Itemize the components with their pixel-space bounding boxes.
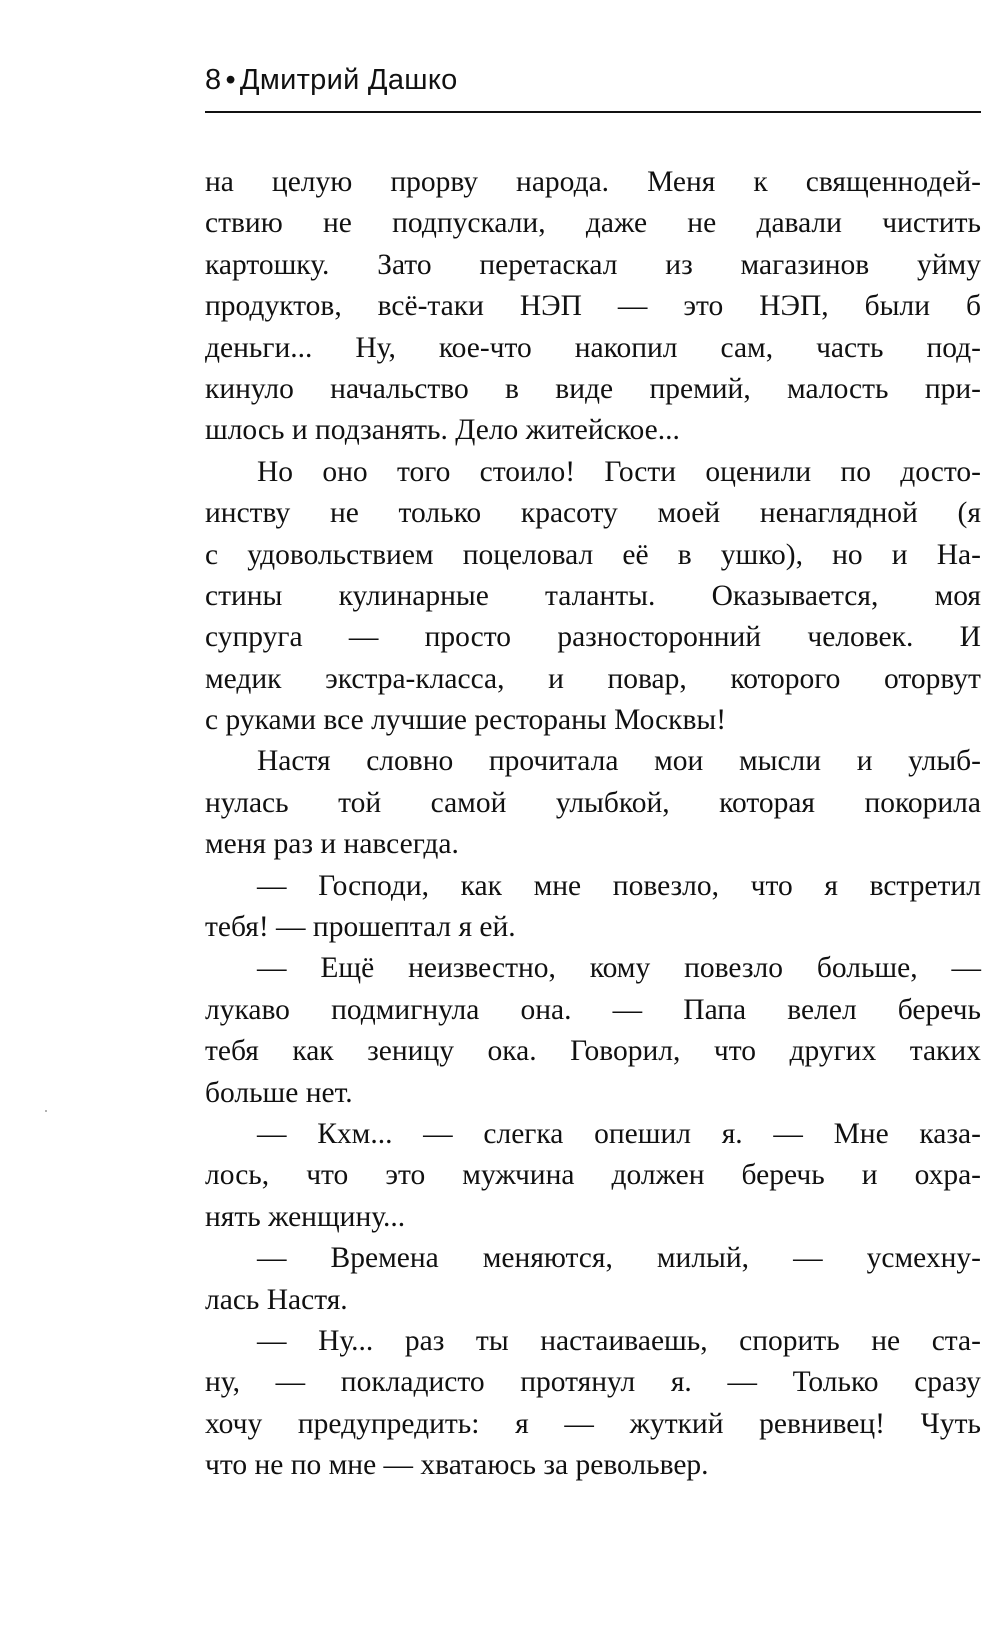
text-line (205, 203, 981, 244)
word: Настя (257, 745, 331, 778)
text-line (205, 948, 981, 989)
word: премий, (649, 372, 751, 405)
word: — (727, 1366, 757, 1399)
word: других (789, 1035, 877, 1068)
word: сразу (914, 1366, 981, 1399)
line-text: с руками все лучшие рестораны Москвы! (205, 704, 727, 737)
word: — (257, 1324, 287, 1357)
word: (я (957, 497, 981, 530)
word: начальство (330, 372, 469, 405)
word: стоило! (479, 455, 576, 488)
word: — (348, 621, 379, 654)
word: супруга (205, 621, 303, 654)
word: продуктов, (205, 290, 342, 323)
word: кому (589, 952, 651, 985)
word: Времена (330, 1242, 439, 1275)
word: каза- (919, 1117, 981, 1150)
word: поцеловал (462, 538, 594, 571)
word: зеницу (367, 1035, 454, 1068)
word: Кхм... (317, 1117, 393, 1150)
word: Мне (833, 1117, 889, 1150)
word: кинуло (205, 372, 294, 405)
text-line (205, 866, 981, 907)
word: — (793, 1242, 823, 1275)
word: под- (926, 331, 981, 364)
word: той (338, 786, 382, 819)
word: ока. (487, 1035, 537, 1068)
word: и (856, 745, 873, 778)
text-line (205, 700, 981, 741)
word: по (840, 455, 871, 488)
word: таких (909, 1035, 981, 1068)
word: мужчина (462, 1159, 575, 1192)
word: как (460, 869, 502, 902)
word: нулась (205, 786, 289, 819)
word: моя (934, 579, 981, 612)
text-line (205, 907, 981, 948)
word: подмигнула (331, 993, 480, 1026)
word: как (292, 1035, 334, 1068)
word: повезло (684, 952, 783, 985)
word: чистить (882, 207, 981, 240)
word: того (396, 455, 451, 488)
word: жуткий (629, 1407, 724, 1440)
word: охра- (914, 1159, 981, 1192)
word: в (505, 372, 519, 405)
line-text: меня раз и навсегда. (205, 828, 459, 861)
word: НЭП, (759, 290, 829, 323)
word: при- (924, 372, 981, 405)
word: инству (205, 497, 291, 530)
word: кулинарные (338, 579, 489, 612)
word: к (753, 166, 768, 198)
word: настаиваешь, (540, 1324, 708, 1357)
text-line (205, 1321, 981, 1362)
word: прорву (390, 166, 479, 198)
text-line (205, 162, 981, 203)
word: что (306, 1159, 349, 1192)
word: Чуть (920, 1407, 981, 1440)
body-text (205, 162, 981, 1487)
word: стины (205, 579, 283, 612)
word: Гости (604, 455, 677, 488)
word: Ещё (320, 952, 375, 985)
word: На- (936, 538, 981, 571)
word: я (515, 1407, 529, 1440)
header-separator: • (225, 64, 236, 96)
word: неизвестно, (408, 952, 556, 985)
text-line (205, 1114, 981, 1155)
word: хочу (205, 1407, 263, 1440)
word: сам, (720, 331, 774, 364)
word: повар, (607, 662, 687, 695)
word: целую (271, 166, 353, 198)
word: я. (670, 1366, 692, 1399)
word: — (257, 1117, 287, 1150)
word: лось, (205, 1159, 270, 1192)
word: священнодей- (805, 166, 981, 198)
word: которого (730, 662, 841, 695)
word: удовольствием (247, 538, 434, 571)
line-text: больше нет. (205, 1076, 353, 1109)
word: — (773, 1117, 803, 1150)
text-line (205, 576, 981, 617)
word: — (617, 290, 648, 323)
page-number: 8 (205, 64, 222, 96)
word: таланты. (545, 579, 656, 612)
word: ну, (205, 1366, 240, 1399)
text-line (205, 783, 981, 824)
word: — (257, 869, 287, 902)
word: подпускали, (392, 207, 546, 240)
word: — (423, 1117, 453, 1150)
word: картошку. (205, 248, 330, 281)
word: ушко), (720, 538, 803, 571)
word: НЭП (519, 290, 582, 323)
word: предупредить: (297, 1407, 480, 1440)
line-text: лась Настя. (205, 1283, 348, 1316)
word: с (205, 538, 219, 571)
word: мои (654, 745, 704, 778)
word: которая (719, 786, 815, 819)
word: тебя (205, 1035, 259, 1068)
word: больше, (816, 952, 918, 985)
text-line (205, 1362, 981, 1403)
word: милый, (656, 1242, 750, 1275)
word: человек. (807, 621, 914, 654)
text-line (205, 1031, 981, 1072)
word: покорила (864, 786, 981, 819)
text-line (205, 990, 981, 1031)
word: уйму (917, 248, 981, 281)
word: должен (611, 1159, 705, 1192)
word: мне (533, 869, 582, 902)
word: в (677, 538, 692, 571)
word: спорить (739, 1324, 840, 1357)
word: её (622, 538, 649, 571)
word: часть (816, 331, 884, 364)
word: повезло, (612, 869, 720, 902)
word: Ну... (318, 1324, 374, 1357)
word: только (398, 497, 482, 530)
word: не (871, 1324, 901, 1357)
word: раз (404, 1324, 445, 1357)
word: кое-что (438, 331, 532, 364)
word: Папа (683, 993, 747, 1026)
word: протянул (520, 1366, 636, 1399)
word: и (891, 538, 908, 571)
text-line (205, 369, 981, 410)
word: улыб- (908, 745, 981, 778)
text-line (205, 245, 981, 286)
word: малость (787, 372, 889, 405)
text-line (205, 741, 981, 782)
word: Только (792, 1366, 879, 1399)
word: экстра-класса, (325, 662, 505, 695)
word: ненаглядной (759, 497, 918, 530)
word: И (959, 621, 981, 654)
line-text: нять женщину... (205, 1200, 406, 1233)
word: беречь (741, 1159, 825, 1192)
word: медик (205, 662, 282, 695)
word: досто- (900, 455, 981, 488)
text-line (205, 617, 981, 658)
word: на (205, 166, 234, 198)
word: моей (657, 497, 721, 530)
word: опешил (594, 1117, 691, 1150)
word: ста- (931, 1324, 981, 1357)
word: не (323, 207, 352, 240)
word: это (683, 290, 724, 323)
word: мысли (738, 745, 822, 778)
text-line (205, 1280, 981, 1321)
word: красоту (520, 497, 618, 530)
line-text: шлось и подзанять. Дело житейское... (205, 414, 680, 447)
word: из (665, 248, 693, 281)
word: но (832, 538, 863, 571)
word: — (275, 1366, 306, 1399)
word: самой (430, 786, 507, 819)
word: — (257, 1242, 287, 1275)
word: народа. (516, 166, 610, 198)
text-line (205, 535, 981, 576)
word: магазинов (740, 248, 870, 281)
text-line (205, 493, 981, 534)
word: деньги... (205, 331, 313, 364)
text-line (205, 286, 981, 327)
word: не (687, 207, 717, 240)
author-name: Дмитрий Дашко (239, 64, 458, 96)
word: Но (257, 455, 294, 488)
word: велел (787, 993, 857, 1026)
word: даже (585, 207, 648, 240)
word: слегка (483, 1117, 564, 1150)
text-line (205, 1197, 981, 1238)
word: я. (721, 1117, 743, 1150)
text-line (205, 1404, 981, 1445)
word: Оказывается, (711, 579, 879, 612)
word: оторвут (884, 662, 981, 695)
word: б (965, 290, 981, 323)
word: ревнивец! (759, 1407, 885, 1440)
word: всё-таки (377, 290, 484, 323)
word: это (385, 1159, 426, 1192)
text-line (205, 1445, 981, 1486)
word: оценили (705, 455, 812, 488)
word: оно (322, 455, 368, 488)
word: встретил (869, 869, 981, 902)
word: лукаво (205, 993, 290, 1026)
word: словно (366, 745, 454, 778)
word: Господи, (318, 869, 430, 902)
text-line (205, 1238, 981, 1279)
text-line (205, 1073, 981, 1114)
word: и (861, 1159, 878, 1192)
word: ствию (205, 207, 283, 240)
word: разносторонний (557, 621, 762, 654)
word: покладисто (340, 1366, 485, 1399)
text-line (205, 452, 981, 493)
word: я (824, 869, 838, 902)
word: — (257, 952, 287, 985)
text-line (205, 1155, 981, 1196)
word: что (713, 1035, 756, 1068)
word: прочитала (488, 745, 619, 778)
word: Ну, (355, 331, 396, 364)
word: виде (555, 372, 614, 405)
text-line (205, 659, 981, 700)
header-rule (205, 111, 981, 113)
word: были (864, 290, 930, 323)
word: — (564, 1407, 594, 1440)
word: не (329, 497, 359, 530)
word: беречь (897, 993, 981, 1026)
scan-speck (45, 1110, 47, 1112)
text-line (205, 824, 981, 865)
word: усмехну- (866, 1242, 981, 1275)
word: меняются, (482, 1242, 613, 1275)
word: — (612, 993, 643, 1026)
line-text: тебя! — прошептал я ей. (205, 911, 516, 944)
word: просто (424, 621, 512, 654)
word: перетаскал (479, 248, 618, 281)
line-text: что не по мне — хватаюсь за револьвер. (205, 1449, 709, 1482)
running-head (205, 62, 458, 98)
word: — (951, 952, 981, 985)
word: Говорил, (570, 1035, 681, 1068)
word: ты (475, 1324, 509, 1357)
text-line (205, 328, 981, 369)
word: что (750, 869, 793, 902)
word: Меня (647, 166, 716, 198)
word: Зато (377, 248, 432, 281)
text-line (205, 410, 981, 451)
word: накопил (574, 331, 678, 364)
word: она. (520, 993, 572, 1026)
word: улыбкой, (555, 786, 670, 819)
word: и (548, 662, 564, 695)
word: давали (756, 207, 842, 240)
